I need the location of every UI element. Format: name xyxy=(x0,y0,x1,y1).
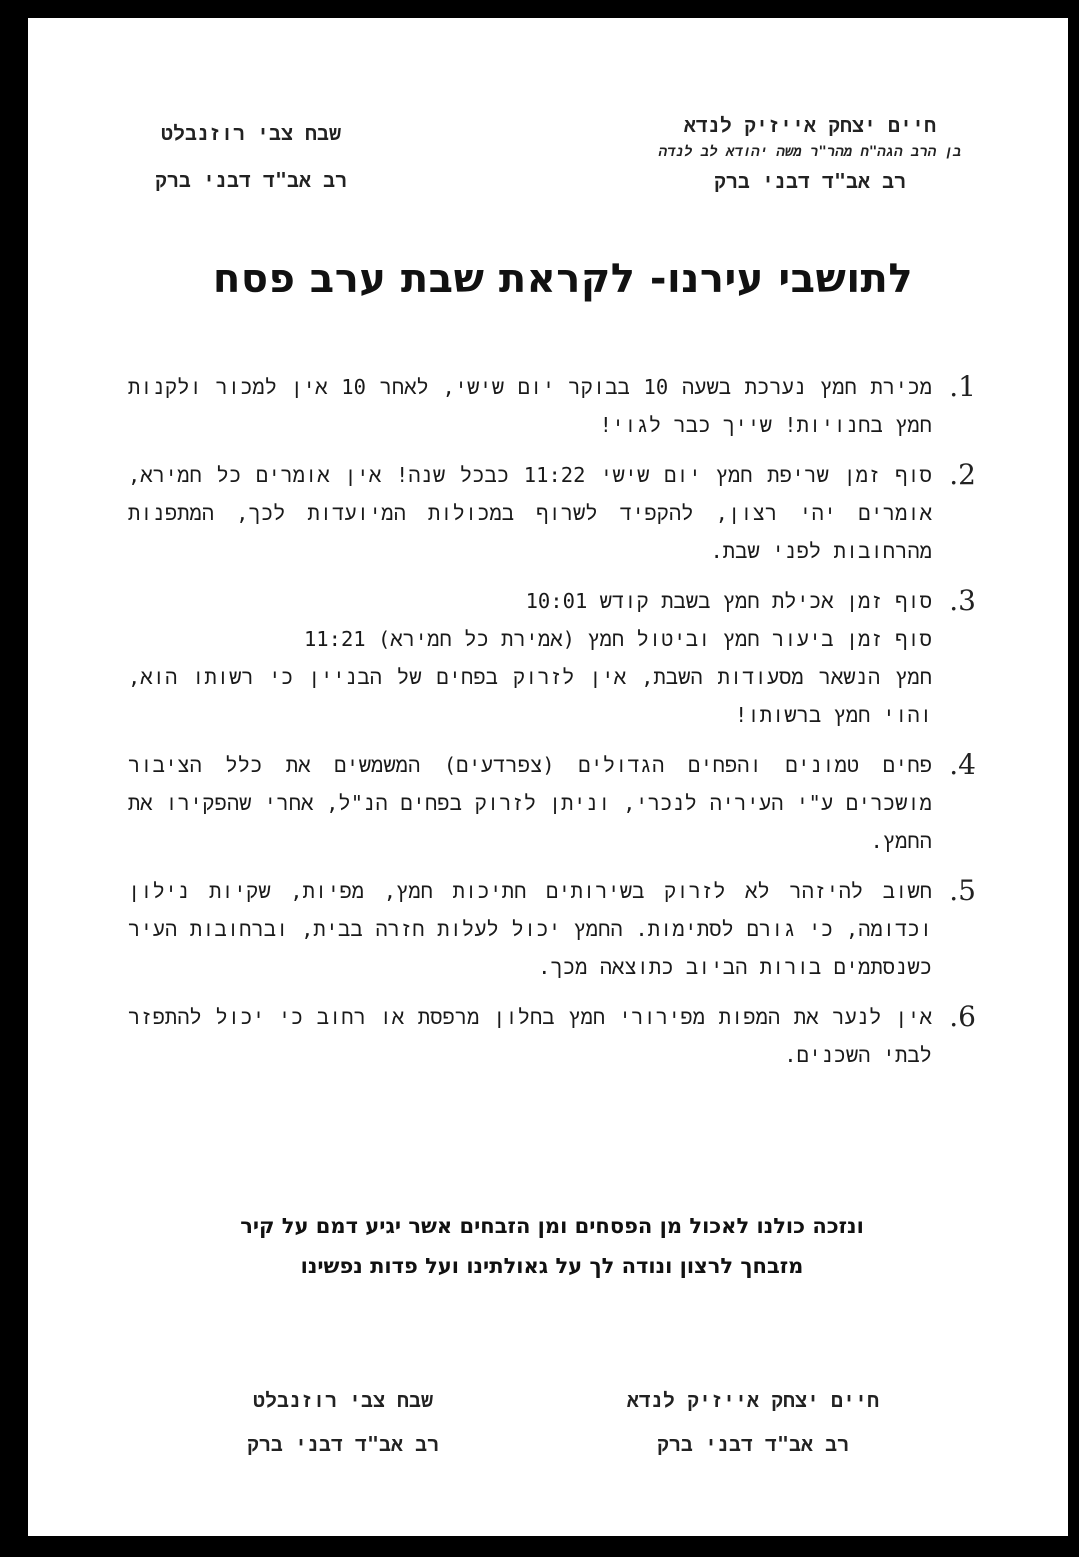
signatory-top-right xyxy=(640,110,980,198)
signatory-name: חיים יצחק אייזיק לנדא xyxy=(626,1388,880,1412)
signatory-name: שבח צבי רוזנבלט xyxy=(160,121,342,145)
item-number: 4. xyxy=(949,748,976,781)
item-text: מכירת חמץ נערכת בשעה 10 בבוקר יום שישי, לאחר 10 אין למכור ולקנות חמץ בחנויות! שייך כבר לגוי! xyxy=(128,375,932,437)
signatory-top-left xyxy=(136,110,366,204)
list-item xyxy=(128,872,976,986)
item-number: 3. xyxy=(949,584,976,617)
item-number: 1. xyxy=(949,370,976,403)
item-text: חמץ הנשאר מסעודות השבת, אין לזרוק בפחים של הבניין כי רשותו הוא, והוי חמץ ברשותו! xyxy=(128,665,932,727)
item-text: חשוב להיזהר לא לזרוק בשירותים חתיכות חמץ, מפיות, שקיות נילון וכדומה, כי גורם לסתימות. החמץ יכול לעלות חזרה בבית, וברחובות העיר כשנסתמים בורות הביוב כתוצאה מכך. xyxy=(128,879,932,979)
closing-line: מזבחך לרצון ונודה לך על גאולתינו ועל פדות נפשינו xyxy=(300,1254,804,1278)
signatory-title: רב אב"ד דבני ברק xyxy=(246,1432,440,1456)
signatory-name: שבח צבי רוזנבלט xyxy=(252,1388,434,1412)
notice-body xyxy=(128,368,976,1086)
item-number: 2. xyxy=(949,458,976,491)
signatory-name: חיים יצחק אייזיק לנדא xyxy=(683,113,937,137)
closing-line: ונזכה כולנו לאכול מן הפסחים ומן הזבחים אשר יגיע דמם על קיר xyxy=(240,1214,864,1238)
closing-blessing xyxy=(128,1206,976,1286)
notice-title: לתושבי עירנו- לקראת שבת ערב פסח xyxy=(212,256,914,302)
item-subline: סוף זמן ביעור חמץ וביטול חמץ (אמירת כל חמירא) 11:21 xyxy=(303,627,932,651)
item-number: 6. xyxy=(949,1000,976,1033)
notice-page xyxy=(28,18,1068,1536)
list-item xyxy=(128,368,976,444)
signatory-title: רב אב"ד דבני ברק xyxy=(713,169,907,193)
signatory-bottom-left xyxy=(228,1378,458,1466)
list-item xyxy=(128,746,976,860)
item-number: 5. xyxy=(949,874,976,907)
item-subline: סוף זמן אכילת חמץ בשבת קודש 10:01 xyxy=(525,589,932,613)
signatory-bottom-right xyxy=(618,1378,888,1466)
list-item xyxy=(128,998,976,1074)
signatory-title: רב אב"ד דבני ברק xyxy=(154,168,348,192)
signatory-lineage: בן הרב הגה"ח מהר"ר משה יהודא לב לנדה xyxy=(658,144,962,160)
item-text: פחים טמונים והפחים הגדולים (צפרדעים) המשמשים את כלל הציבור מושכרים ע"י העיריה לנכרי, וניתן לזרוק בפחים הנ"ל, אחרי שהפקירו את החמץ. xyxy=(128,753,932,853)
list-item xyxy=(128,582,976,734)
item-text: אין לנער את המפות מפירורי חמץ בחלון מרפסת או רחוב כי יכול להתפזר לבתי השכנים. xyxy=(128,1005,932,1067)
item-text: סוף זמן שריפת חמץ יום שישי 11:22 כבכל שנה! אין אומרים כל חמירא, אומרים יהי רצון, להקפיד לשרוף במכולות המיועדות לכך, המתפנות מהרחובות לפני שבת. xyxy=(128,463,932,563)
signatory-title: רב אב"ד דבני ברק xyxy=(656,1432,850,1456)
list-item xyxy=(128,456,976,570)
